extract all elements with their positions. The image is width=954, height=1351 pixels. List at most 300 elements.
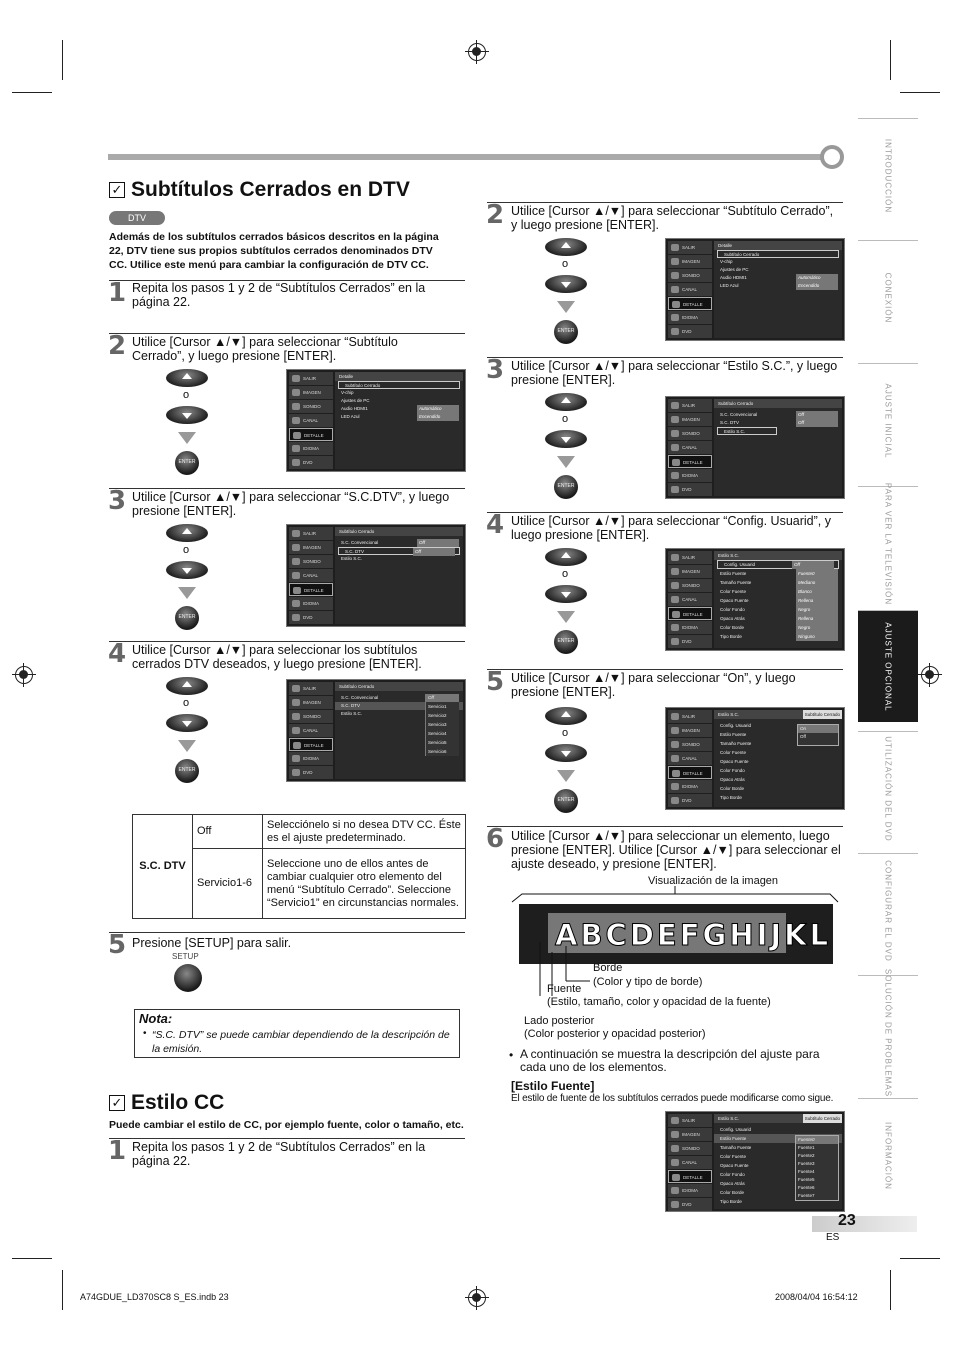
osd-row-label: Tamaño Fuente [720, 580, 752, 585]
tab-label: PARA VER LA TELEVISIÓN [883, 482, 893, 605]
tab-informacion[interactable] [858, 1098, 918, 1212]
osd-menu-item: DVD [668, 635, 712, 648]
arrow-down-icon [557, 611, 575, 623]
osd-menu-item: IMAGEN [668, 413, 712, 426]
osd-row [338, 547, 460, 555]
cursor-down-button[interactable] [545, 585, 587, 603]
enter-label: ENTER [557, 638, 575, 644]
tab-ajuste-opcional[interactable] [858, 610, 918, 722]
osd-row-value: Fuente0 [796, 569, 838, 578]
cursor-up-button[interactable] [545, 393, 587, 411]
page-number-bar [812, 1216, 917, 1232]
separator [487, 669, 843, 670]
osd-menu [668, 241, 712, 338]
step-4-text: Utilice [Cursor ▲/▼] para seleccionar los subtítulos cerrados DTV deseados, y luego presione [ENTER]. [132, 643, 422, 671]
osd-row-label: Opaco Fuente [720, 759, 749, 764]
osd-menu-item: SALIR [289, 372, 333, 385]
table-cell-option: Servicio1-6 [193, 849, 263, 919]
enter-button[interactable] [554, 789, 578, 813]
cursor-down-button[interactable] [545, 275, 587, 293]
tab-label: INFORMACIÓN [883, 1121, 893, 1190]
osd-row-label: V-chip [341, 390, 354, 395]
osd-row [335, 539, 463, 547]
step-number: 3 [486, 355, 505, 385]
separator [487, 512, 843, 513]
osd-menu-item: IMAGEN [289, 541, 333, 554]
table-cell-label: S.C. DTV [133, 815, 193, 919]
arrow-down-icon [557, 770, 575, 782]
step-number: 6 [486, 824, 505, 854]
osd-row-label: S.C. Convencional [341, 540, 379, 545]
cursor-up-button[interactable] [166, 677, 208, 695]
step-number: 2 [486, 200, 505, 230]
osd-row [714, 274, 842, 282]
osd-body [714, 241, 842, 338]
right-step-4-text: Utilice [Cursor ▲/▼] para seleccionar “Config. Usuarid”, y luego presione [ENTER]. [511, 514, 831, 542]
osd-service-item: Servicio4 [428, 731, 447, 736]
osd-row [714, 623, 842, 632]
right-step-2-text: Utilice [Cursor ▲/▼] para seleccionar “Subtítulo Cerrado”, y luego presione [ENTER]. [511, 204, 834, 232]
osd-row-value: Negro [796, 605, 838, 614]
enter-button[interactable] [175, 451, 199, 475]
osd-menu-item: CANAL [668, 593, 712, 606]
osd-fuente-screen [665, 1111, 845, 1212]
step-5-text: Presione [SETUP] para salir. [132, 936, 292, 950]
step-number: 1 [108, 1136, 127, 1166]
right-step-3-text: Utilice [Cursor ▲/▼] para seleccionar “Estilo S.C.”, y luego presione [ENTER]. [511, 359, 838, 387]
osd-menu-item: SONIDO [668, 1142, 712, 1155]
osd-header: Subtítulo Cerrado [335, 527, 463, 536]
tab-para-ver[interactable] [858, 482, 918, 605]
osd-servicio-screen [286, 679, 466, 782]
osd-row-label: Estilo S.C. [341, 711, 363, 716]
enter-button[interactable] [554, 630, 578, 654]
borde-label: Borde [593, 962, 623, 974]
osd-row [714, 632, 842, 641]
step-number: 2 [108, 331, 127, 361]
osd-menu-item: SONIDO [668, 738, 712, 751]
osd-row-label: Opaco Fuente [720, 1163, 749, 1168]
tab-solucion[interactable] [858, 968, 918, 1097]
osd-row-value: Rellena [796, 614, 838, 623]
osd-menu-item: SALIR [668, 241, 712, 254]
or-label: o [562, 258, 569, 270]
lado-desc: (Color posterior y opacidad posterior) [524, 1028, 706, 1040]
osd-menu-item: IMAGEN [289, 386, 333, 399]
registration-mark-icon [15, 666, 33, 684]
osd-subtitulo-screen-2 [665, 396, 845, 499]
osd-row-label: Estilo Fuente [720, 1136, 747, 1141]
osd-header: Subtítulo Cerrado [335, 682, 463, 691]
osd-menu-item: IDIOMA [289, 442, 333, 455]
osd-row [717, 427, 777, 435]
crop-mark [890, 40, 891, 80]
osd-fuente-list [795, 1135, 839, 1201]
separator [487, 357, 843, 358]
osd-row-label: LED Azul [341, 414, 360, 419]
osd-menu-item: SONIDO [289, 400, 333, 413]
arrow-down-icon [557, 301, 575, 313]
section-title-text: Subtítulos Cerrados en DTV [131, 178, 410, 201]
osd-row-value: Off [792, 561, 834, 569]
enter-label: ENTER [557, 797, 575, 803]
osd-row [714, 605, 842, 614]
osd-menu-item: IMAGEN [289, 696, 333, 709]
osd-row [714, 258, 842, 266]
osd-row-value: Off [796, 419, 838, 427]
dtv-badge: DTV [109, 211, 165, 225]
osd-menu-item: IDIOMA [289, 752, 333, 765]
arrow-down-icon [557, 456, 575, 468]
tab-label: SOLUCIÓN DE PROBLEMAS [883, 968, 893, 1097]
osd-menu-item: IDIOMA [668, 780, 712, 793]
separator [109, 641, 465, 642]
borde-desc: (Color y tipo de borde) [593, 976, 703, 988]
osd-fuente-item: Fuente0 [796, 1136, 838, 1144]
osd-row-value: Off [796, 411, 838, 419]
osd-row [338, 381, 460, 389]
step-number: 4 [108, 639, 127, 669]
table-cell-desc: Seleccione uno de ellos antes de cambiar cualquier otro elemento del menú “Subtítulo Cerrado”. Seleccione “Servicio1” en circunstancias normales. [263, 849, 466, 919]
osd-row-label: S.C. DTV [345, 549, 365, 554]
crop-mark [12, 92, 52, 93]
enter-button[interactable] [175, 606, 199, 630]
bullet-icon: • [509, 1048, 514, 1062]
osd-header: Detalle [335, 372, 463, 381]
setup-button[interactable] [174, 964, 202, 992]
registration-mark-icon [468, 1289, 486, 1307]
osd-row [335, 405, 463, 413]
osd-service-item: Servicio6 [428, 749, 447, 754]
osd-fuente-item: Fuente1 [798, 1145, 815, 1150]
language-code: ES [826, 1232, 840, 1243]
osd-fuente-item: Fuente4 [798, 1169, 815, 1174]
osd-row-value: Negro [796, 623, 838, 632]
osd-menu-item: DETALLE [668, 607, 712, 620]
osd-body [335, 682, 463, 779]
fuente-label: Fuente [547, 983, 582, 995]
osd-row [714, 578, 842, 587]
page-number: 23 [838, 1212, 856, 1229]
separator [109, 1138, 465, 1139]
osd-row-label: Color Borde [720, 786, 745, 791]
osd-row [714, 793, 842, 802]
osd-row [717, 560, 839, 569]
enter-label: ENTER [178, 767, 196, 773]
osd-detalle-screen [286, 369, 466, 472]
cursor-up-button[interactable] [545, 707, 587, 725]
osd-row-label: Tipo Borde [720, 795, 742, 800]
osd-row [335, 389, 463, 397]
osd-row [714, 748, 842, 757]
osd-row-label: Color Fuente [720, 589, 747, 594]
header-circle-icon [820, 145, 844, 169]
separator [487, 826, 843, 827]
osd-row-label: Config. Usuarid [720, 723, 752, 728]
osd-row-label: Ajustes de PC [341, 398, 370, 403]
osd-menu-item: DETALLE [668, 1170, 712, 1183]
osd-menu-item: DETALLE [289, 583, 333, 596]
osd-header-right: Subtítulo Cerrado [804, 712, 840, 717]
enter-button[interactable] [175, 759, 199, 783]
osd-menu-item: IDIOMA [668, 1184, 712, 1197]
osd-row [714, 757, 842, 766]
osd-header-right: Subtítulo Cerrado [804, 1116, 840, 1121]
osd-row-label: LED Azul [720, 283, 739, 288]
osd-row-label: Opaco Atrás [720, 1181, 745, 1186]
osd-row [714, 266, 842, 274]
tab-utilizacion-dvd[interactable] [858, 731, 918, 845]
arrow-down-icon [178, 587, 196, 599]
osd-row-label: Color Fondo [720, 1172, 745, 1177]
cursor-down-button[interactable] [166, 406, 208, 424]
osd-row-label: Color Borde [720, 625, 745, 630]
osd-row-label: Opaco Atrás [720, 616, 745, 621]
osd-menu-item: SALIR [668, 399, 712, 412]
osd-body [714, 399, 842, 496]
enter-label: ENTER [557, 328, 575, 334]
crop-mark [12, 1258, 52, 1259]
osd-row-label: Tipo Borde [720, 1199, 742, 1204]
osd-on-off-list: On Off [797, 724, 839, 746]
cursor-up-button[interactable] [545, 548, 587, 566]
osd-row-label: Color Fuente [720, 750, 747, 755]
checkbox-icon: ✓ [109, 1095, 125, 1111]
osd-service-item: Off [426, 694, 459, 702]
enter-label: ENTER [178, 459, 196, 465]
osd-row [335, 397, 463, 405]
osd-row [714, 784, 842, 793]
step-1-text: Repita los pasos 1 y 2 de “Subtítulos Cerrados” en la página 22. [132, 281, 426, 309]
osd-menu-item: IDIOMA [289, 597, 333, 610]
osd-menu-item: DETALLE [668, 766, 712, 779]
setup-label: SETUP [172, 952, 199, 961]
bullet-text: A continuación se muestra la descripción del ajuste para cada uno de los elementos. [520, 1047, 820, 1074]
osd-row-value: Ninguno [796, 632, 838, 641]
osd-service-item: Servicio1 [428, 704, 447, 709]
osd-header: Subtítulo Cerrado [714, 399, 842, 408]
osd-menu-item: SONIDO [289, 710, 333, 723]
nota-text: “S.C. DTV” se puede cambiar dependiendo de la descripción de la emisión. [152, 1029, 450, 1055]
osd-menu-item: IDIOMA [668, 621, 712, 634]
cursor-up-button[interactable] [545, 238, 587, 256]
osd-row-label: Config. Usuarid [720, 1127, 752, 1132]
osd-row-label: Tamaño Fuente [720, 1145, 752, 1150]
osd-menu-item: SONIDO [668, 579, 712, 592]
osd-header: Estilo S.C. [714, 551, 842, 560]
tab-label: INTRODUCCIÓN [883, 138, 893, 213]
estilo-fuente-text: El estilo de fuente de los subtítulos cerrados puede modificarse como sigue. [511, 1093, 834, 1104]
tab-label: CONEXIÓN [883, 272, 893, 323]
separator [487, 202, 843, 203]
bullet-icon: • [143, 1028, 147, 1039]
table-row [133, 815, 466, 849]
footer-date: 2008/04/04 16:54:12 [775, 1292, 858, 1302]
osd-row-label: Estilo Fuente [720, 732, 747, 737]
osd-row-value: Rellena [796, 596, 838, 605]
osd-fuente-item: Fuente3 [798, 1161, 815, 1166]
osd-row-label: S.C. Convencional [341, 695, 379, 700]
osd-body [714, 1114, 842, 1209]
osd-row-label: S.C. Convencional [720, 412, 758, 417]
cursor-down-button[interactable] [545, 430, 587, 448]
osd-menu-item: SONIDO [668, 269, 712, 282]
osd-menu [289, 682, 333, 779]
registration-mark-icon [921, 666, 939, 684]
osd-header [714, 1114, 842, 1123]
section-title [109, 178, 410, 202]
separator [109, 932, 465, 933]
osd-menu-item: DETALLE [668, 297, 712, 310]
osd-body [714, 710, 842, 807]
osd-menu-item: IMAGEN [668, 1128, 712, 1141]
osd-row-label: S.C. DTV [720, 420, 740, 425]
tab-conexion[interactable] [858, 240, 918, 354]
nota-box [134, 1009, 460, 1058]
osd-row-label: Tamaño Fuente [720, 741, 752, 746]
intro-text-2: Puede cambiar el estilo de CC, por ejemplo fuente, color o tamaño, etc. [109, 1119, 464, 1131]
osd-menu [289, 527, 333, 624]
step-1b-text: Repita los pasos 1 y 2 de “Subtítulos Cerrados” en la página 22. [132, 1140, 426, 1168]
tab-configurar-dvd[interactable] [858, 853, 918, 967]
osd-service-item: Servicio5 [428, 740, 447, 745]
fuente-desc: (Estilo, tamaño, color y opacidad de la fuente) [547, 996, 771, 1008]
osd-menu-item: DVD [668, 325, 712, 338]
osd-row [714, 282, 842, 290]
osd-menu-item: DVD [668, 483, 712, 496]
step-number: 1 [108, 278, 127, 308]
osd-menu-item: SALIR [289, 527, 333, 540]
osd-row-value: Mediano [796, 578, 838, 587]
osd-row [714, 766, 842, 775]
section-title-text: Estilo CC [131, 1091, 225, 1114]
osd-menu-item: SALIR [289, 682, 333, 695]
osd-row [714, 775, 842, 784]
osd-row-label: V-chip [720, 259, 733, 264]
enter-button[interactable] [554, 320, 578, 344]
osd-fuente-item: Fuente2 [798, 1153, 815, 1158]
osd-menu-item: DETALLE [668, 455, 712, 468]
or-label: o [183, 389, 190, 401]
osd-row-label: Ajustes de PC [720, 267, 749, 272]
crop-mark [62, 1270, 63, 1310]
tab-label: CONFIGURAR EL DVD [883, 859, 893, 962]
osd-row-value: Off [413, 548, 455, 556]
step-3-text: Utilice [Cursor ▲/▼] para seleccionar “S.C.DTV”, y luego presione [ENTER]. [132, 490, 450, 518]
enter-label: ENTER [557, 483, 575, 489]
osd-row-label: S.C. DTV [341, 703, 361, 708]
osd-row-label: Estilo Fuente [720, 571, 747, 576]
osd-menu-item: CANAL [289, 414, 333, 427]
table-cell-option: Off [193, 815, 263, 849]
osd-menu-item: DVD [668, 1198, 712, 1211]
osd-menu-item: CANAL [289, 569, 333, 582]
osd-row [714, 614, 842, 623]
or-label: o [183, 544, 190, 556]
separator [109, 333, 465, 334]
estilo-fuente-title: [Estilo Fuente] [511, 1079, 595, 1093]
vis-label: Visualización de la imagen [648, 875, 779, 887]
enter-button[interactable] [554, 475, 578, 499]
osd-menu-item: IMAGEN [668, 565, 712, 578]
step-number: 5 [108, 930, 127, 960]
osd-detalle-screen-2 [665, 238, 845, 341]
osd-menu-item: CANAL [668, 441, 712, 454]
osd-header-label: Estilo S.C. [718, 712, 740, 717]
osd-header-label: Estilo S.C. [718, 1116, 740, 1121]
registration-mark-icon [468, 43, 486, 61]
osd-row-label: Opaco Fuente [720, 598, 749, 603]
sc-dtv-table [132, 814, 466, 919]
cursor-up-button[interactable] [166, 524, 208, 542]
osd-header [714, 710, 842, 719]
checkbox-icon: ✓ [109, 182, 125, 198]
crop-mark [62, 40, 63, 80]
osd-estilo-on-screen [665, 707, 845, 810]
osd-menu-item: IDIOMA [668, 311, 712, 324]
osd-row-label: Audio HDMI1 [341, 406, 368, 411]
osd-menu-item: SALIR [668, 710, 712, 723]
osd-menu-item: DETALLE [289, 738, 333, 751]
osd-service-list [425, 694, 459, 756]
osd-service-item: Servicio2 [428, 713, 447, 718]
header-bar [108, 154, 828, 160]
osd-body [335, 527, 463, 624]
osd-menu-item: SONIDO [668, 427, 712, 440]
osd-header: Detalle [714, 241, 842, 250]
osd-row-label: Estilo S.C. [724, 429, 746, 434]
osd-menu-item: CANAL [668, 1156, 712, 1169]
tab-ajuste-inicial[interactable] [858, 363, 918, 477]
or-label: o [183, 697, 190, 709]
osd-row-label: Config. Usuarid [724, 562, 756, 567]
osd-row-value: Automático [796, 274, 838, 282]
osd-row-label: Opaco Atrás [720, 777, 745, 782]
osd-subtitulo-screen [286, 524, 466, 627]
tab-introduccion[interactable] [858, 118, 918, 232]
or-label: o [562, 727, 569, 739]
step-2-text: Utilice [Cursor ▲/▼] para seleccionar “Subtítulo Cerrado”, y luego presione [ENTER]. [132, 335, 398, 363]
cursor-down-button[interactable] [545, 744, 587, 762]
tab-label: UTILIZACIÓN DEL DVD [883, 735, 893, 842]
osd-menu [668, 399, 712, 496]
lado-label: Lado posterior [524, 1015, 595, 1027]
step-number: 5 [486, 667, 505, 697]
osd-menu-item: CANAL [289, 724, 333, 737]
osd-menu-item: DETALLE [289, 428, 333, 441]
osd-row [714, 569, 842, 578]
osd-row [335, 413, 463, 421]
cursor-down-button[interactable] [166, 561, 208, 579]
osd-body [335, 372, 463, 469]
enter-label: ENTER [178, 614, 196, 620]
nota-title: Nota: [139, 1011, 173, 1026]
osd-menu-item: IDIOMA [668, 469, 712, 482]
osd-row-label: Estilo S.C. [341, 556, 363, 561]
osd-menu [668, 1114, 712, 1209]
arrow-down-icon [178, 432, 196, 444]
cursor-up-button[interactable] [166, 369, 208, 387]
step-number: 4 [486, 510, 505, 540]
separator [109, 488, 465, 489]
cursor-down-button[interactable] [166, 714, 208, 732]
osd-menu [289, 372, 333, 469]
osd-row [714, 596, 842, 605]
osd-menu-item: SALIR [668, 1114, 712, 1127]
osd-service-item: Servicio3 [428, 722, 447, 727]
footer-file: A74GDUE_LD370SC8 S_ES.indb 23 [80, 1292, 229, 1302]
tab-label: AJUSTE INICIAL [883, 383, 893, 458]
